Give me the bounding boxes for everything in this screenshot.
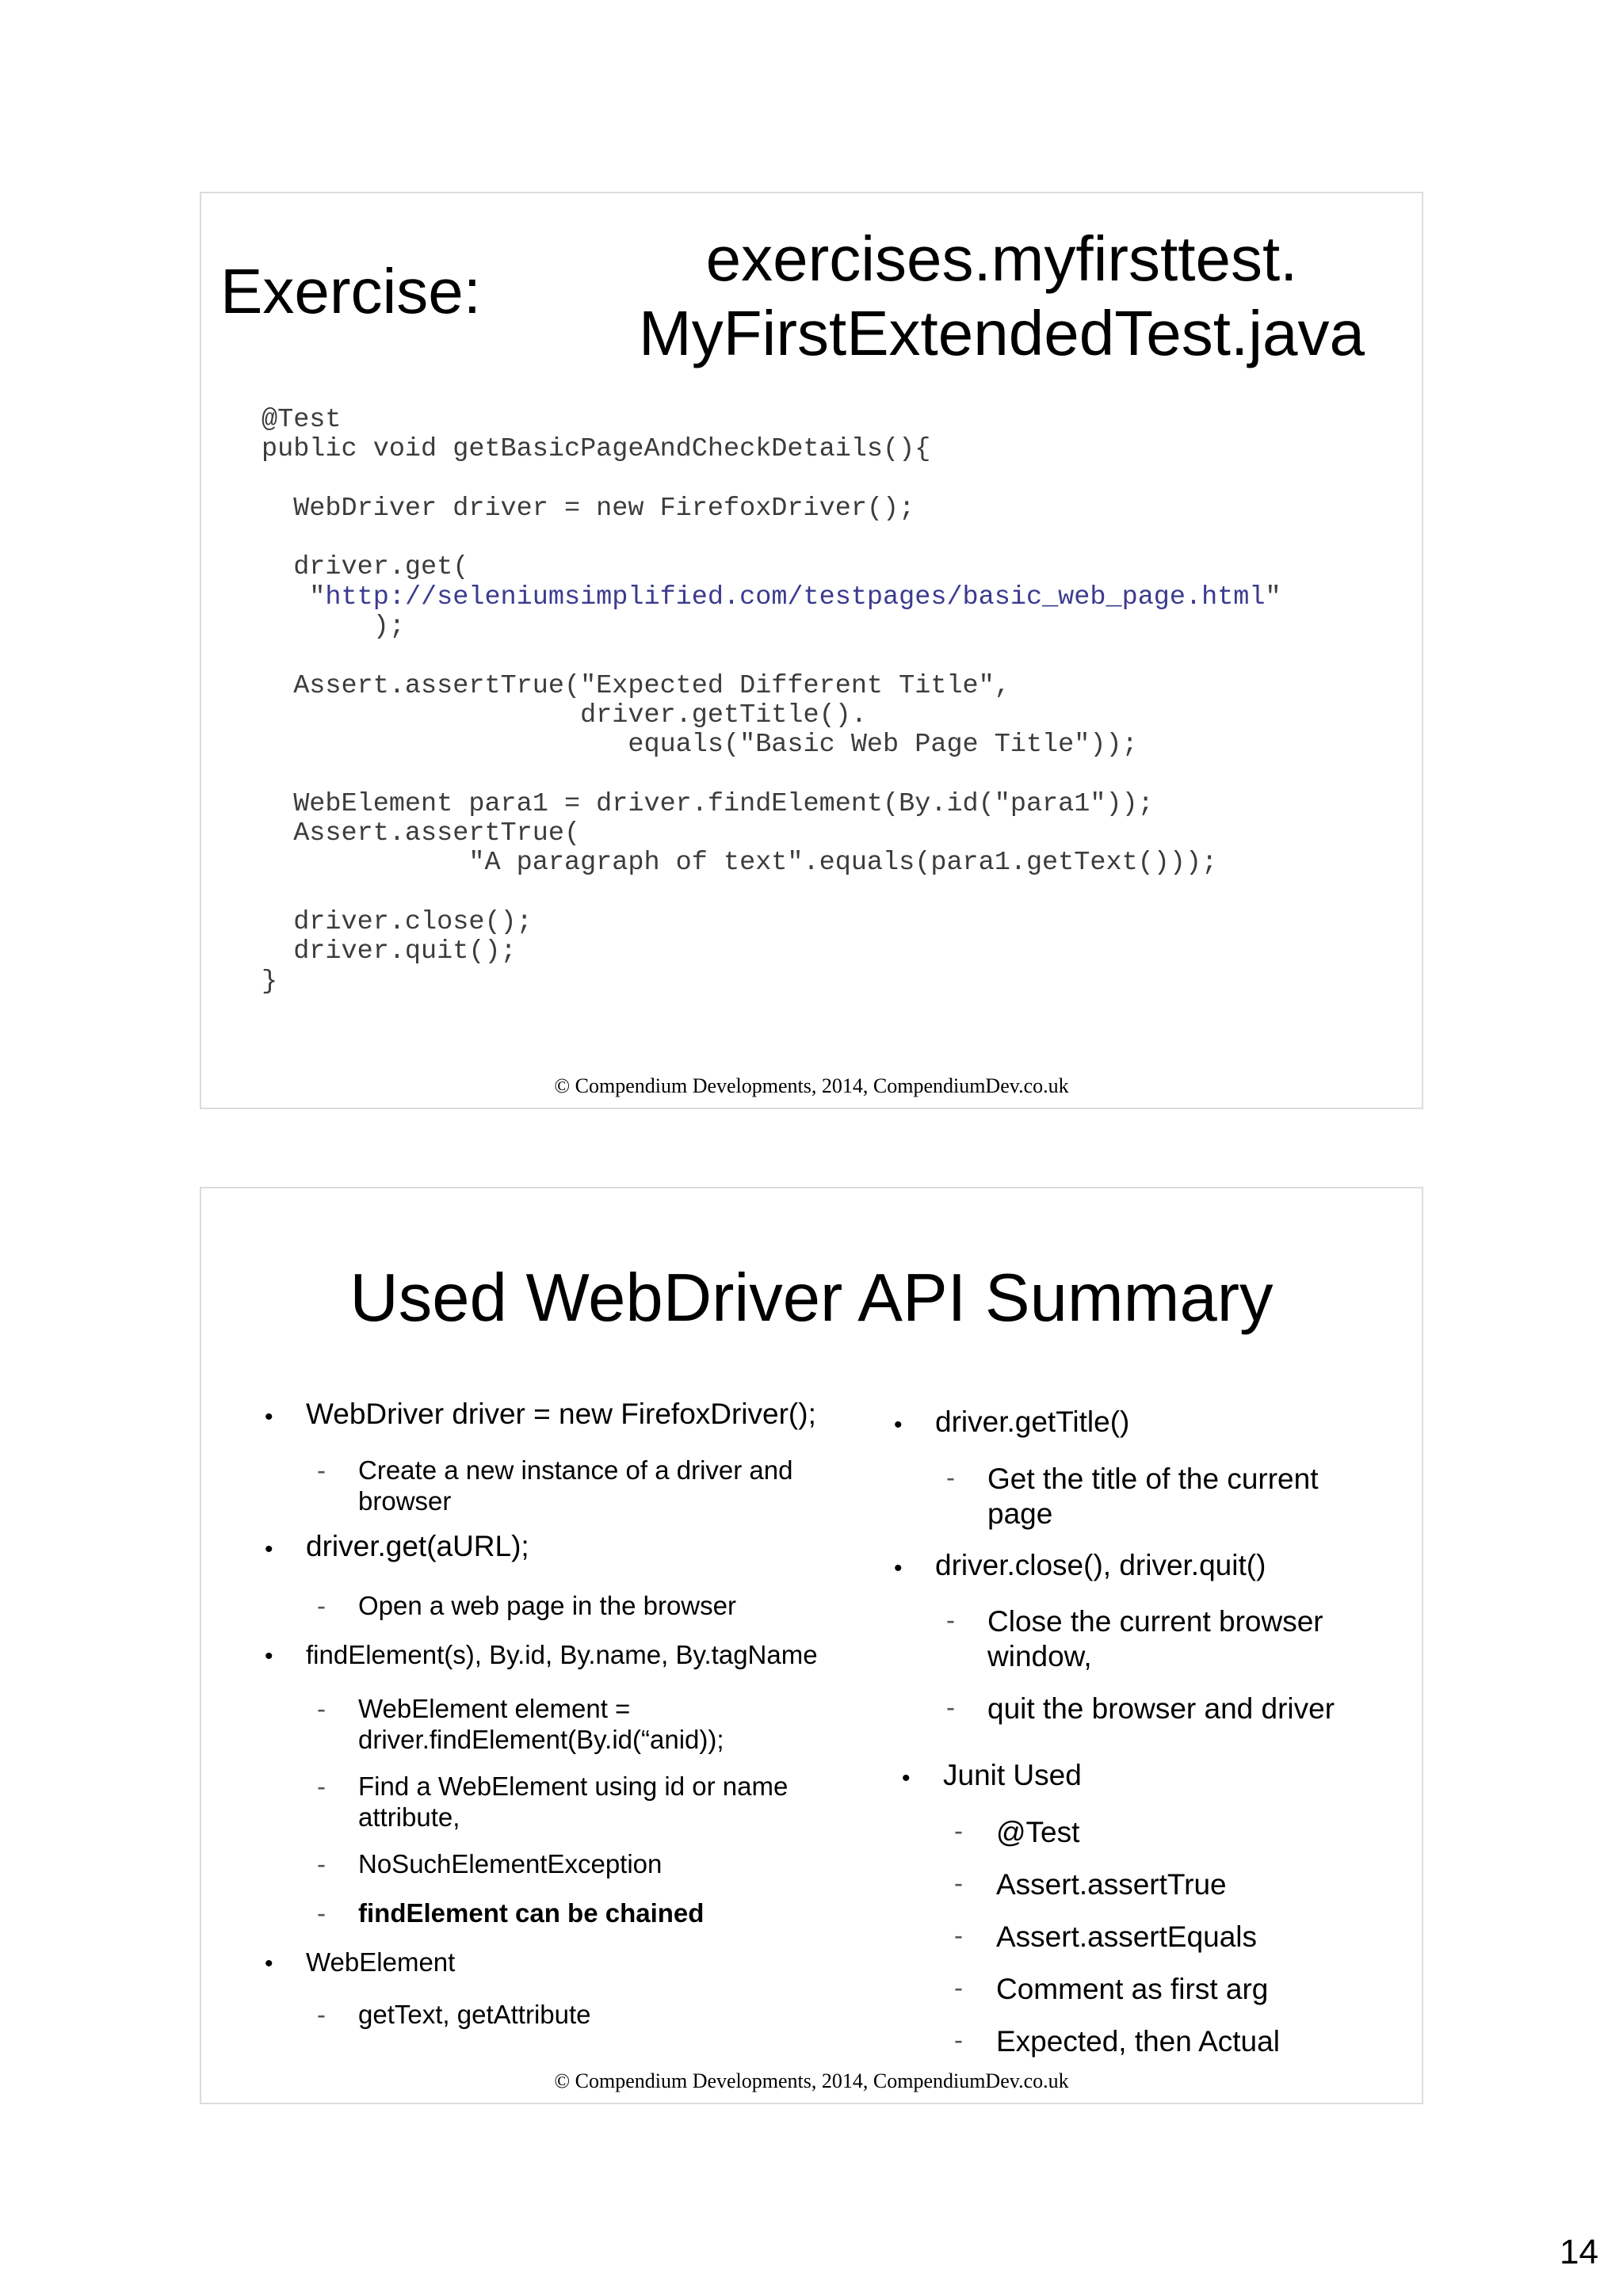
code-line: WebDriver driver = new FirefoxDriver(); [262,493,915,524]
list-subitem: findElement can be chained [358,1898,705,1928]
bullet-icon: • [894,1555,903,1581]
slide-footer: © Compendium Developments, 2014, CompendiumDev.co.uk [554,2069,1069,2092]
list-subitem: Assert.assertEquals [996,1920,1258,1953]
list-subitem: quit the browser and driver [987,1692,1335,1725]
dash-icon: - [317,1772,326,1801]
list-subitem: Create a new instance of a driver and [358,1455,793,1485]
page-number: 14 [1560,2233,1598,2271]
code-line-pre: " [262,582,326,612]
list-item: WebDriver driver = new FirefoxDriver(); [306,1398,816,1430]
dash-icon: - [317,1694,326,1723]
dash-icon: - [317,1591,326,1620]
dash-icon: - [317,2000,326,2029]
list-subitem: Open a web page in the browser [358,1591,736,1620]
list-item: findElement(s), By.id, By.name, By.tagName [306,1640,818,1669]
list-subitem: driver.findElement(By.id(“anid)); [358,1725,724,1754]
list-subitem: NoSuchElementException [358,1849,663,1878]
dash-icon: - [946,1692,955,1722]
dash-icon: - [954,2025,963,2054]
code-url-link[interactable]: http://seleniumsimplified.com/testpages/basic_web_page.html [325,582,1266,612]
list-subitem: page [987,1497,1053,1530]
dash-icon: - [317,1898,326,1928]
list-item: driver.close(), driver.quit() [935,1549,1266,1581]
list-subitem: @Test [996,1816,1080,1848]
list-subitem: Assert.assertTrue [996,1868,1227,1901]
exercise-slide [200,192,1423,1109]
code-line: Assert.assertTrue( [262,818,581,849]
code-line: public void getBasicPageAndCheckDetails(){ [262,434,931,465]
slide-footer: © Compendium Developments, 2014, CompendiumDev.co.uk [554,1074,1069,1097]
list-subitem: Comment as first arg [996,1973,1269,2005]
file-name-line-2: MyFirstExtendedTest.java [639,298,1365,368]
code-line: Assert.assertTrue("Expected Different Title", [262,670,1010,701]
code-line: @Test [262,405,342,435]
bullet-icon: • [894,1412,903,1438]
list-subitem: attribute, [358,1802,460,1832]
list-item: WebElement [306,1947,456,1977]
list-subitem: browser [358,1486,452,1516]
code-line-post: " [1265,582,1281,612]
bullet-icon: • [902,1765,911,1791]
list-subitem: WebElement element = [358,1694,631,1723]
dash-icon: - [946,1463,955,1492]
bullet-icon: • [265,1536,273,1562]
bullet-icon: • [265,1643,273,1669]
dash-icon: - [954,1973,963,2002]
code-line: ); [262,612,405,643]
bullet-icon: • [265,1404,273,1430]
exercise-label: Exercise: [220,256,481,326]
dash-icon: - [317,1455,326,1485]
list-item: driver.get(aURL); [306,1530,529,1562]
exercise-file-name [598,222,1406,371]
list-subitem: Close the current browser [987,1605,1323,1638]
file-name-line-1: exercises.myfirsttest. [705,223,1298,294]
code-line: driver.quit(); [262,936,517,967]
dash-icon: - [946,1605,955,1634]
dash-icon: - [954,1816,963,1845]
list-subitem: Expected, then Actual [996,2025,1280,2058]
code-line: "A paragraph of text".equals(para1.getText())); [262,848,1218,879]
dash-icon: - [317,1849,326,1878]
list-subitem: Get the title of the current [987,1463,1319,1495]
list-subitem: Find a WebElement using id or name [358,1772,789,1801]
slide-title: Used WebDriver API Summary [349,1261,1274,1336]
code-line: driver.getTitle(). [262,700,867,730]
code-block [262,406,1281,997]
dash-icon: - [954,1920,963,1950]
code-line: equals("Basic Web Page Title")); [262,730,1138,761]
list-item: driver.getTitle() [935,1405,1130,1438]
code-line: driver.get( [262,552,469,583]
list-subitem: getText, getAttribute [358,2000,591,2029]
list-item: Junit Used [943,1759,1082,1791]
dash-icon: - [954,1868,963,1897]
code-line: driver.close(); [262,907,533,938]
list-subitem: window, [987,1640,1092,1672]
code-line: WebElement para1 = driver.findElement(By.id("para1")); [262,788,1154,819]
code-line: } [262,966,278,997]
api-summary-slide [200,1187,1423,2104]
bullet-icon: • [265,1951,273,1977]
